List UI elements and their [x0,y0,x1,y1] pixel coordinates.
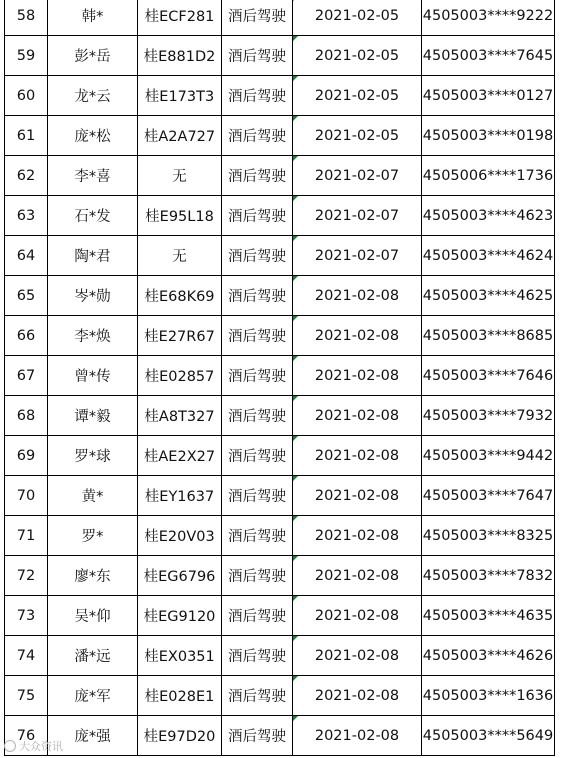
row-number-cell: 71 [5,516,48,556]
driver-name-cell: 彭*岳 [48,36,138,76]
driver-name-cell: 庞*军 [48,676,138,716]
watermark-logo-icon [4,740,16,752]
table-row [5,0,555,36]
offense-date-cell: 2021-02-08 [293,676,422,716]
driver-name-cell: 廖*东 [48,556,138,596]
table-row [5,716,555,756]
offense-date-cell: 2021-02-05 [293,36,422,76]
license-plate-cell: 无 [138,156,222,196]
driver-name-cell: 石*发 [48,196,138,236]
driver-name-cell: 李*喜 [48,156,138,196]
table-row [5,76,555,116]
offense-type-cell: 酒后驾驶 [222,316,293,356]
row-number-cell: 60 [5,76,48,116]
id-number-cell: 4505006****1736 [422,156,555,196]
row-number-cell: 74 [5,636,48,676]
table-row [5,516,555,556]
table-row [5,156,555,196]
table-row [5,356,555,396]
row-number-cell: 66 [5,316,48,356]
id-number-cell: 4505003****7645 [422,36,555,76]
driver-name-cell: 龙*云 [48,76,138,116]
table-row [5,676,555,716]
offense-date-cell: 2021-02-08 [293,556,422,596]
offense-date-cell: 2021-02-07 [293,196,422,236]
row-number-cell: 73 [5,596,48,636]
row-number-cell: 70 [5,476,48,516]
offense-date-cell: 2021-02-08 [293,276,422,316]
id-number-cell: 4505003****1636 [422,676,555,716]
id-number-cell: 4505003****7647 [422,476,555,516]
table-row [5,476,555,516]
offense-type-cell: 酒后驾驶 [222,36,293,76]
license-plate-cell: 桂E20V03 [138,516,222,556]
driver-name-cell: 黄* [48,476,138,516]
watermark-text: 大众资讯 [19,740,63,753]
id-number-cell: 4505003****7832 [422,556,555,596]
offense-type-cell: 酒后驾驶 [222,476,293,516]
offense-date-cell: 2021-02-07 [293,236,422,276]
records-table [4,0,555,756]
offense-type-cell: 酒后驾驶 [222,516,293,556]
offense-type-cell: 酒后驾驶 [222,196,293,236]
license-plate-cell: 桂E028E1 [138,676,222,716]
id-number-cell: 4505003****0198 [422,116,555,156]
offense-type-cell: 酒后驾驶 [222,436,293,476]
row-number-cell: 61 [5,116,48,156]
offense-date-cell: 2021-02-08 [293,356,422,396]
table-row [5,436,555,476]
license-plate-cell: 桂E95L18 [138,196,222,236]
driver-name-cell: 韩* [48,0,138,36]
id-number-cell: 4505003****5649 [422,716,555,756]
license-plate-cell: 桂EX0351 [138,636,222,676]
id-number-cell: 4505003****9442 [422,436,555,476]
row-number-cell: 59 [5,36,48,76]
id-number-cell: 4505003****8325 [422,516,555,556]
driver-name-cell: 岑*勋 [48,276,138,316]
watermark [4,738,63,754]
row-number-cell: 69 [5,436,48,476]
license-plate-cell: 桂E881D2 [138,36,222,76]
table-row [5,276,555,316]
offense-type-cell: 酒后驾驶 [222,236,293,276]
id-number-cell: 4505003****8685 [422,316,555,356]
license-plate-cell: 桂E97D20 [138,716,222,756]
license-plate-cell: 桂E27R67 [138,316,222,356]
driver-name-cell: 庞*强 [48,716,138,756]
id-number-cell: 4505003****4623 [422,196,555,236]
offense-date-cell: 2021-02-05 [293,76,422,116]
driver-name-cell: 庞*松 [48,116,138,156]
table-row [5,396,555,436]
offense-type-cell: 酒后驾驶 [222,676,293,716]
offense-date-cell: 2021-02-07 [293,156,422,196]
row-number-cell: 68 [5,396,48,436]
driver-name-cell: 潘*远 [48,636,138,676]
offense-type-cell: 酒后驾驶 [222,276,293,316]
offense-date-cell: 2021-02-08 [293,636,422,676]
offense-date-cell: 2021-02-08 [293,316,422,356]
row-number-cell: 76 [5,716,48,756]
id-number-cell: 4505003****4624 [422,236,555,276]
offense-type-cell: 酒后驾驶 [222,636,293,676]
offense-date-cell: 2021-02-08 [293,516,422,556]
offense-type-cell: 酒后驾驶 [222,76,293,116]
row-number-cell: 58 [5,0,48,36]
id-number-cell: 4505003****0127 [422,76,555,116]
license-plate-cell: 桂A8T327 [138,396,222,436]
table-row [5,596,555,636]
table-row [5,636,555,676]
offense-type-cell: 酒后驾驶 [222,0,293,36]
driver-name-cell: 罗* [48,516,138,556]
row-number-cell: 75 [5,676,48,716]
driver-name-cell: 陶*君 [48,236,138,276]
row-number-cell: 64 [5,236,48,276]
id-number-cell: 4505003****4625 [422,276,555,316]
offense-date-cell: 2021-02-05 [293,0,422,36]
driver-name-cell: 李*焕 [48,316,138,356]
row-number-cell: 63 [5,196,48,236]
id-number-cell: 4505003****7932 [422,396,555,436]
license-plate-cell: 桂E173T3 [138,76,222,116]
id-number-cell: 4505003****7646 [422,356,555,396]
offense-type-cell: 酒后驾驶 [222,396,293,436]
offense-type-cell: 酒后驾驶 [222,556,293,596]
row-number-cell: 72 [5,556,48,596]
driver-name-cell: 曾*传 [48,356,138,396]
row-number-cell: 62 [5,156,48,196]
records-table-body [5,0,555,756]
row-number-cell: 65 [5,276,48,316]
license-plate-cell: 桂E68K69 [138,276,222,316]
table-row [5,196,555,236]
license-plate-cell: 桂EG9120 [138,596,222,636]
table-row [5,36,555,76]
offense-date-cell: 2021-02-08 [293,596,422,636]
offense-date-cell: 2021-02-08 [293,716,422,756]
offense-date-cell: 2021-02-08 [293,436,422,476]
table-row [5,316,555,356]
offense-date-cell: 2021-02-05 [293,116,422,156]
id-number-cell: 4505003****4626 [422,636,555,676]
offense-type-cell: 酒后驾驶 [222,596,293,636]
license-plate-cell: 桂EG6796 [138,556,222,596]
license-plate-cell: 无 [138,236,222,276]
offense-date-cell: 2021-02-08 [293,396,422,436]
license-plate-cell: 桂EY1637 [138,476,222,516]
offense-type-cell: 酒后驾驶 [222,356,293,396]
id-number-cell: 4505003****4635 [422,596,555,636]
row-number-cell: 67 [5,356,48,396]
license-plate-cell: 桂A2A727 [138,116,222,156]
driver-name-cell: 谭*毅 [48,396,138,436]
table-row [5,236,555,276]
license-plate-cell: 桂ECF281 [138,0,222,36]
table-row [5,116,555,156]
driver-name-cell: 吴*仰 [48,596,138,636]
offense-type-cell: 酒后驾驶 [222,156,293,196]
offense-type-cell: 酒后驾驶 [222,116,293,156]
driver-name-cell: 罗*球 [48,436,138,476]
license-plate-cell: 桂E02857 [138,356,222,396]
license-plate-cell: 桂AE2X27 [138,436,222,476]
table-row [5,556,555,596]
offense-date-cell: 2021-02-08 [293,476,422,516]
offense-type-cell: 酒后驾驶 [222,716,293,756]
id-number-cell: 4505003****9222 [422,0,555,36]
